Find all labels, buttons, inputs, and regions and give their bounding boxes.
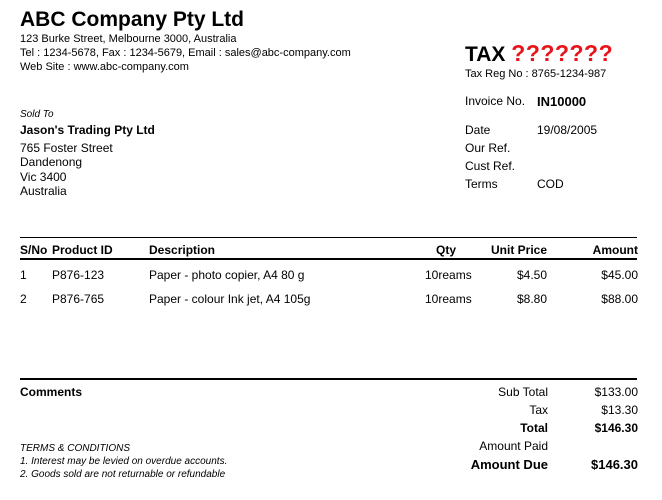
header-amount: Amount — [592, 243, 638, 257]
customer-address-line: Australia — [20, 184, 67, 198]
total-label: Total — [520, 421, 548, 435]
tax-reg-number: Tax Reg No : 8765-1234-987 — [465, 68, 607, 80]
comments-label: Comments — [20, 385, 83, 399]
table-top-rule — [20, 237, 637, 238]
header-sno: S/No — [20, 243, 48, 257]
table-row-product: P876-765 — [52, 292, 105, 306]
terms-line: 1. Interest may be levied on overdue accounts. — [20, 456, 228, 467]
table-header-rule — [20, 258, 637, 260]
invoice-title-prefix: TAX — [465, 43, 506, 66]
terms-line: 2. Goods sold are not returnable or refundable — [20, 469, 226, 480]
customer-address-line: Vic 3400 — [20, 170, 67, 184]
table-row-amount: $88.00 — [601, 292, 638, 306]
header-qty: Qty — [435, 243, 456, 257]
tax-label: Tax — [529, 403, 548, 417]
terms-label: Terms — [465, 177, 498, 191]
header-product-id: Product ID — [52, 243, 113, 257]
table-row-unit-price: $4.50 — [516, 268, 547, 282]
header-description: Description — [149, 243, 216, 257]
table-row-product: P876-123 — [52, 268, 105, 282]
subtotal-value: $133.00 — [594, 385, 638, 399]
date-label: Date — [465, 123, 491, 137]
invoice-no-value: IN10000 — [537, 94, 587, 109]
customer-name: Jason's Trading Pty Ltd — [20, 123, 155, 137]
amount-due-label: Amount Due — [470, 457, 548, 472]
our-ref-label: Our Ref. — [465, 141, 511, 155]
amount-paid-label: Amount Paid — [479, 439, 548, 453]
cust-ref-label: Cust Ref. — [465, 159, 516, 173]
amount-due-value: $146.30 — [591, 457, 638, 472]
date-value: 19/08/2005 — [537, 123, 598, 137]
table-row-qty: 10reams — [425, 268, 472, 282]
table-row-unit-price: $8.80 — [516, 292, 547, 306]
company-contact: Tel : 1234-5678, Fax : 1234-5679, Email : sales@abc-company.com — [20, 47, 351, 59]
customer-address-line: Dandenong — [20, 155, 83, 169]
table-row-sno: 2 — [20, 292, 27, 306]
table-row-description: Paper - photo copier, A4 80 g — [149, 268, 305, 282]
table-row-qty: 10reams — [425, 292, 472, 306]
table-row-description: Paper - colour Ink jet, A4 105g — [149, 292, 311, 306]
company-name: ABC Company Pty Ltd — [20, 8, 245, 31]
terms-value: COD — [537, 177, 564, 191]
invoice-title-suffix: ??????? — [511, 40, 614, 66]
header-unit-price: Unit Price — [490, 243, 547, 257]
sold-to-label: Sold To — [20, 109, 54, 120]
company-address: 123 Burke Street, Melbourne 3000, Australia — [20, 33, 237, 45]
table-row-sno: 1 — [20, 268, 27, 282]
total-value: $146.30 — [594, 421, 638, 435]
table-bottom-rule — [20, 378, 637, 380]
customer-address-line: 765 Foster Street — [20, 141, 113, 155]
invoice-no-label: Invoice No. — [465, 94, 526, 108]
company-website: Web Site : www.abc-company.com — [20, 61, 189, 73]
table-row-amount: $45.00 — [601, 268, 638, 282]
invoice-title — [465, 40, 613, 67]
tax-value: $13.30 — [601, 403, 638, 417]
subtotal-label: Sub Total — [498, 385, 548, 399]
terms-title: TERMS & CONDITIONS — [20, 443, 131, 454]
